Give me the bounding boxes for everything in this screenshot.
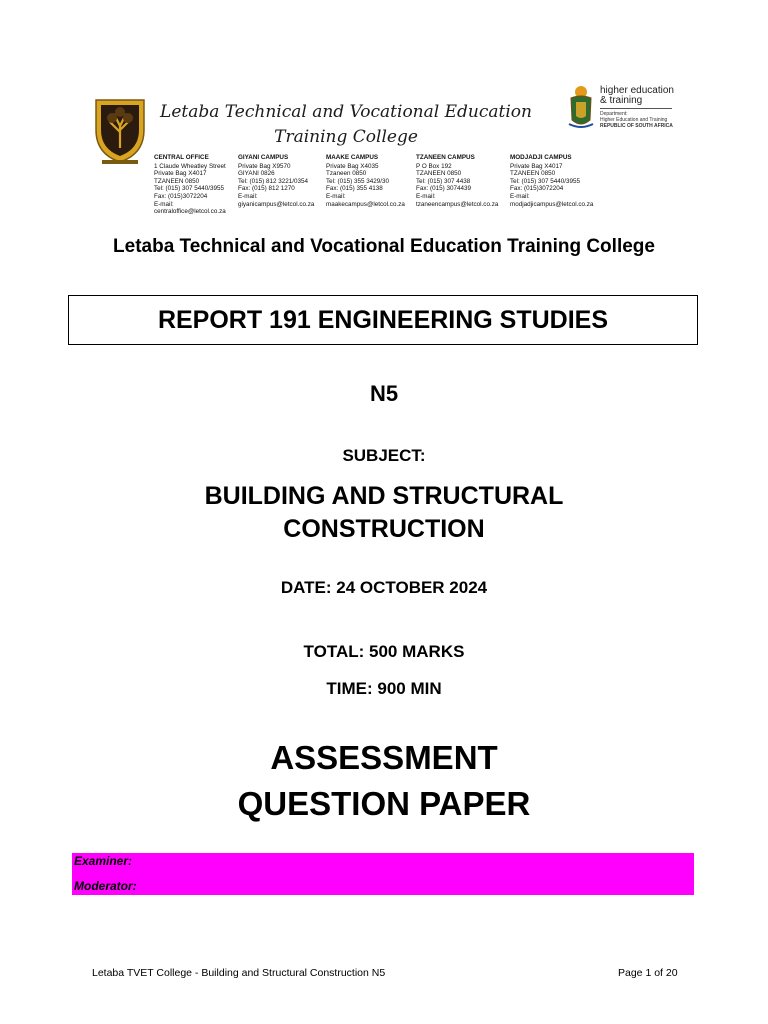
campus-email[interactable]: giyanicampus@letcol.co.za [238, 200, 315, 208]
letterhead-title [160, 100, 532, 150]
campus-name: GIYANI CAMPUS [238, 154, 289, 161]
campus-email[interactable]: centraloffice@letcol.co.za [154, 208, 226, 216]
exam-date: DATE: 24 OCTOBER 2024 [280, 578, 488, 597]
letterhead-title-line2: Training College [274, 127, 418, 147]
exam-time: TIME: 900 MIN [326, 679, 442, 698]
campus-line: Private Bag X4035 [326, 162, 379, 170]
total-marks: TOTAL: 500 MARKS [303, 642, 465, 661]
campus-line: E-mail: [326, 192, 346, 200]
paper-title [0, 735, 768, 827]
moderator-label: Moderator: [74, 879, 137, 893]
subject-name-line2: CONSTRUCTION [283, 515, 485, 543]
dhet-dept-line3: REPUBLIC OF SOUTH AFRICA [600, 123, 673, 129]
campus-line: Tel: (015) 355 3429/30 [326, 177, 390, 185]
campus-line: Fax: (015)3072204 [510, 185, 564, 193]
campus-name: TZANEEN CAMPUS [416, 154, 475, 161]
subject-name-line1: BUILDING AND STRUCTURAL [204, 482, 564, 510]
college-shield-icon [92, 96, 148, 166]
college-heading: Letaba Technical and Vocational Education Training College [113, 236, 655, 257]
level-label: N5 [369, 381, 399, 406]
subject-label: SUBJECT: [342, 446, 426, 465]
campus-name: CENTRAL OFFICE [154, 154, 209, 161]
campus-line: Fax: (015) 812 1270 [238, 185, 295, 193]
footer-document-title: Letaba TVET College - Building and Structural Construction N5 [92, 967, 386, 979]
campus-email[interactable]: maakecampus@letcol.co.za [326, 200, 405, 208]
subject-name [0, 480, 768, 546]
campus-email[interactable]: modjadjicampus@letcol.co.za [510, 200, 594, 208]
dhet-name-line1: higher education [600, 85, 674, 96]
campus-line: Fax: (015) 355 4138 [326, 185, 383, 193]
campus-line: TZANEEN 0850 [416, 170, 462, 178]
report-title: REPORT 191 ENGINEERING STUDIES [157, 305, 609, 334]
campus-line: Tel: (015) 307 4438 [416, 177, 471, 185]
campus-line: GIYANI 0826 [238, 170, 275, 178]
campus-line: E-mail: [238, 192, 258, 200]
paper-title-line2: QUESTION PAPER [237, 785, 531, 822]
campus-line: 1 Claude Wheatley Street [154, 162, 226, 170]
coat-of-arms-icon [566, 84, 596, 130]
campus-line: E-mail: [416, 192, 436, 200]
dhet-divider [600, 108, 672, 109]
campus-line: Tel: (015) 307 5440/3955 [510, 177, 581, 185]
campus-line: Fax: (015)3072204 [154, 192, 208, 200]
campus-line: Private Bag X4017 [510, 162, 563, 170]
letterhead-title-line1: Letaba Technical and Vocational Education [160, 102, 532, 122]
report-title-box [68, 295, 698, 345]
campus-name: MAAKE CAMPUS [326, 154, 379, 161]
campus-tzaneen [416, 154, 498, 208]
campus-maake [326, 154, 405, 208]
campus-modjadji [510, 154, 593, 208]
campus-line: Private Bag X9570 [238, 162, 291, 170]
campus-line: Private Bag X4017 [154, 170, 207, 178]
campus-email[interactable]: tzaneencampus@letcol.co.za [416, 200, 499, 208]
campus-name: MODJADJI CAMPUS [510, 154, 572, 161]
dhet-logo [566, 84, 678, 132]
campus-line: TZANEEN 0850 [154, 177, 200, 185]
campus-line: Tel: (015) 307 5440/3955 [154, 185, 225, 193]
campus-line: TZANEEN 0850 [510, 170, 556, 178]
campus-giyani [238, 154, 314, 208]
dhet-name-line2: & training [600, 95, 643, 106]
campus-line: E-mail: [154, 200, 174, 208]
campus-line: P O Box 192 [416, 162, 452, 170]
dhet-dept-line1: Department: [600, 111, 628, 117]
footer-page-number: Page 1 of 20 [618, 967, 678, 979]
campus-line: Tzaneen 0850 [326, 170, 367, 178]
campus-line: E-mail: [510, 192, 530, 200]
campus-line: Fax: (015) 3074439 [416, 185, 471, 193]
dhet-dept-line2: Higher Education and Training [600, 117, 668, 123]
campus-central-office [154, 154, 226, 216]
campus-line: Tel: (015) 812 3221/0354 [238, 177, 309, 185]
college-logo [92, 96, 148, 166]
examiner-moderator-box [72, 853, 694, 895]
paper-title-line1: ASSESSMENT [270, 739, 498, 776]
examiner-label: Examiner: [74, 854, 133, 868]
